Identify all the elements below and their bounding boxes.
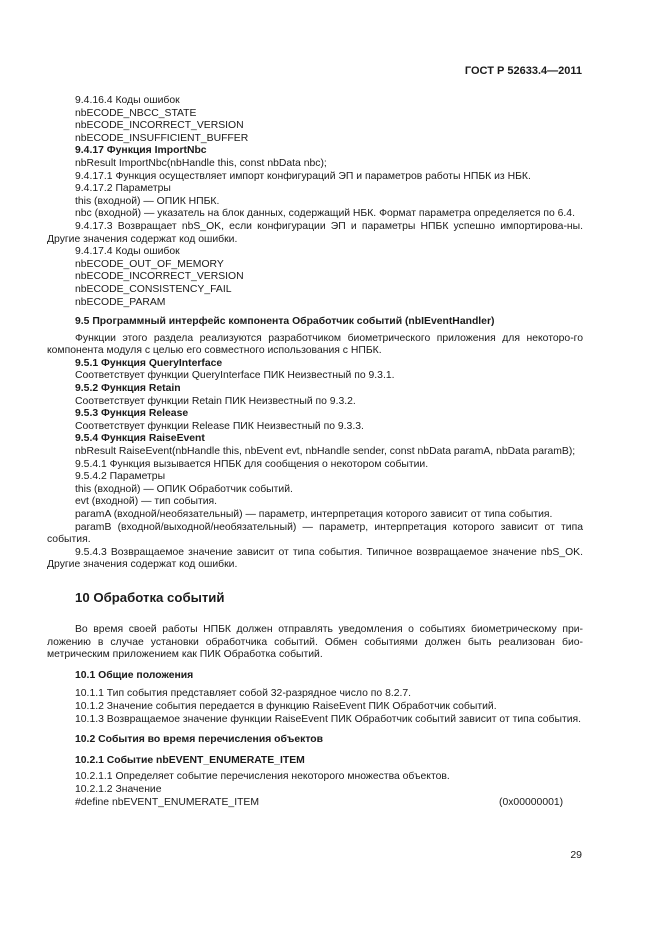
section-heading: 9.5.2 Функция Retain <box>75 383 181 395</box>
parameter-text: nbc (входной) — указатель на блок данных, содержащий НБК. Формат параметра определяется по 6.4. <box>75 208 575 220</box>
section-heading: 9.5.4 Функция RaiseEvent <box>75 433 205 445</box>
paragraph: Функции этого раздела реализуются разработчиком биометрического приложения для некоторо-го компонента модуля с целью его совместного использования с НПБК. <box>47 332 583 357</box>
function-signature: nbResult RaiseEvent(nbHandle this, nbEvent evt, nbHandle sender, const nbData paramA, nbData paramB); <box>75 446 576 458</box>
error-code: nbECODE_INCORRECT_VERSION <box>75 271 244 283</box>
error-code: nbECODE_PARAM <box>75 296 166 308</box>
clause-text: 9.4.17.1 Функция осуществляет импорт конфигураций ЭП и параметров работы НПБК из НБК. <box>75 170 531 182</box>
chapter-heading: 10 Обработка событий <box>75 589 225 605</box>
error-code: nbECODE_CONSISTENCY_FAIL <box>75 283 232 295</box>
parameter-text: paramB (входной/выходной/необязательный) — параметр, интерпретация которого зависит от типа события. <box>47 521 583 546</box>
define-name: #define nbEVENT_ENUMERATE_ITEM <box>75 796 260 808</box>
paragraph: Соответствует функции Release ПИК Неизвестный по 9.3.3. <box>75 420 364 432</box>
parameter-text: this (входной) — ОПИК Обработчик событий. <box>75 483 293 495</box>
section-heading: 9.5 Программный интерфейс компонента Обработчик событий (nbIEventHandler) <box>75 316 495 328</box>
parameter-text: evt (входной) — тип события. <box>75 496 218 508</box>
paragraph: Во время своей работы НПБК должен отправлять уведомления о событиях биометрическому при-ложению в случае установки обработчика событий. Обмен событиями должен быть реализован био-метрическим приложением как ПИК Обработка событий. <box>47 623 583 661</box>
section-heading: 10.2.1 Событие nbEVENT_ENUMERATE_ITEM <box>75 754 305 766</box>
section-heading: 10.1 Общие положения <box>75 669 194 681</box>
clause-heading: 10.2.1.2 Значение <box>75 783 162 795</box>
page-content <box>47 95 583 809</box>
clause-text: 9.5.4.3 Возвращаемое значение зависит от типа события. Типичное возвращаемое значение nbS_OK. Другие значения содержат код ошибки. <box>47 546 583 571</box>
define-line <box>47 797 583 810</box>
clause-text: 9.4.17.3 Возвращает nbS_OK, если конфигурации ЭП и параметры НПБК успешно импортирова-ны. Другие значения содержат код ошибки. <box>47 220 583 245</box>
parameter-text: paramA (входной/необязательный) — параметр, интерпретация которого зависит от типа события. <box>75 509 553 520</box>
error-code: nbECODE_INCORRECT_VERSION <box>75 120 244 132</box>
section-heading: 9.5.3 Функция Release <box>75 408 189 420</box>
define-value: (0x00000001) <box>499 796 564 808</box>
section-heading: 10.2 События во время перечисления объектов <box>75 734 324 746</box>
paragraph: Соответствует функции Retain ПИК Неизвестный по 9.3.2. <box>75 395 356 407</box>
error-code: nbECODE_OUT_OF_MEMORY <box>75 258 224 270</box>
clause-text: 10.1.1 Тип события представляет собой 32-разрядное число по 8.2.7. <box>75 688 412 700</box>
clause-heading: 9.5.4.2 Параметры <box>75 471 166 483</box>
clause-heading: 9.4.17.4 Коды ошибок <box>75 246 180 258</box>
clause-heading: 9.4.16.4 Коды ошибок <box>75 95 180 106</box>
page-number: 29 <box>570 849 582 861</box>
clause-text: 10.1.3 Возвращаемое значение функции RaiseEvent ПИК Обработчик событий зависит от типа события. <box>75 713 582 725</box>
function-signature: nbResult ImportNbc(nbHandle this, const nbData nbc); <box>75 157 327 169</box>
clause-text: 10.1.2 Значение события передается в функцию RaiseEvent ПИК Обработчик событий. <box>75 700 497 712</box>
error-code: nbECODE_NBCC_STATE <box>75 107 197 119</box>
clause-text: 9.5.4.1 Функция вызывается НПБК для сообщения о некотором событии. <box>75 458 429 470</box>
clause-text: 10.2.1.1 Определяет событие перечисления некоторого множества объектов. <box>75 771 450 783</box>
error-code: nbECODE_INSUFFICIENT_BUFFER <box>75 132 249 144</box>
parameter-text: this (входной) — ОПИК НПБК. <box>75 195 220 207</box>
clause-heading: 9.4.17.2 Параметры <box>75 183 171 195</box>
section-heading: 9.5.1 Функция QueryInterface <box>75 357 223 369</box>
section-heading: 9.4.17 Функция ImportNbc <box>75 145 207 157</box>
paragraph: Соответствует функции QueryInterface ПИК Неизвестный по 9.3.1. <box>75 370 395 382</box>
standard-header: ГОСТ Р 52633.4—2011 <box>464 65 582 77</box>
